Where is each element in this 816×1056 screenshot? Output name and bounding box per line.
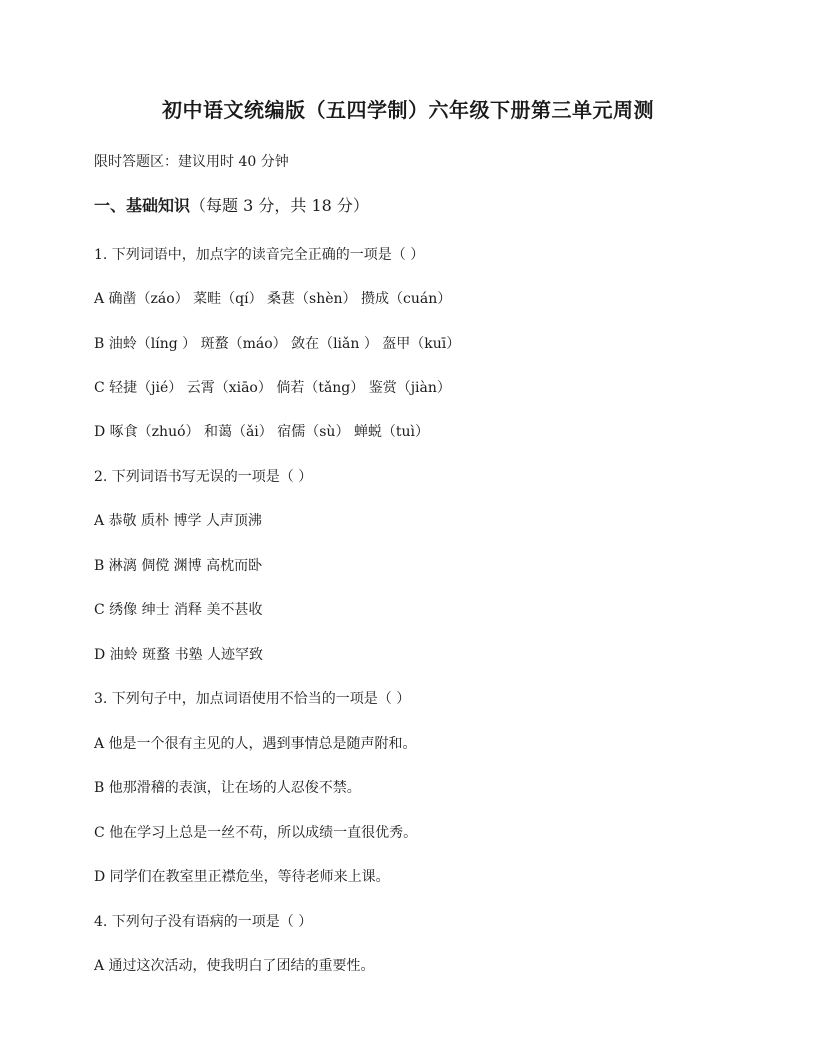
section-heading bbox=[94, 196, 369, 216]
question-1-stem: 1. 下列词语中，加点字的读音完全正确的一项是（ ） bbox=[94, 247, 425, 263]
section-title: 一、基础知识 bbox=[94, 196, 191, 215]
question-1-option-d: D 啄食（zhuó） 和蔼（ǎi） 宿儒（sù） 蝉蜕（tuì） bbox=[94, 424, 430, 440]
question-3-option-a: A 他是一个很有主见的人，遇到事情总是随声附和。 bbox=[94, 736, 417, 752]
section-score-note: （每题 3 分，共 18 分） bbox=[190, 196, 369, 215]
question-3-option-b: B 他那滑稽的表演，让在场的人忍俊不禁。 bbox=[94, 780, 361, 796]
time-limit-note: 限时答题区：建议用时 40 分钟 bbox=[94, 154, 289, 170]
question-1-option-b: B 油蛉（líng ） 斑蝥（máo） 敛在（liǎn ） 盔甲（kuī） bbox=[94, 336, 461, 352]
question-2-stem: 2. 下列词语书写无误的一项是（ ） bbox=[94, 469, 313, 485]
question-4-option-a: A 通过这次活动，使我明白了团结的重要性。 bbox=[94, 958, 375, 974]
question-2-option-b: B 淋漓 倜傥 渊博 高枕而卧 bbox=[94, 558, 263, 574]
question-4-stem: 4. 下列句子没有语病的一项是（ ） bbox=[94, 914, 313, 930]
question-3-option-c: C 他在学习上总是一丝不苟，所以成绩一直很优秀。 bbox=[94, 825, 418, 841]
question-2-option-d: D 油蛉 斑蝥 书塾 人迹罕致 bbox=[94, 647, 264, 663]
document-title: 初中语文统编版（五四学制）六年级下册第三单元周测 bbox=[162, 98, 654, 122]
question-2-option-a: A 恭敬 质朴 博学 人声顶沸 bbox=[94, 513, 262, 529]
question-3-stem: 3. 下列句子中，加点词语使用不恰当的一项是（ ） bbox=[94, 691, 411, 707]
question-3-option-d: D 同学们在教室里正襟危坐，等待老师来上课。 bbox=[94, 869, 390, 885]
question-1-option-c: C 轻捷（jié） 云霄（xiāo） 倘若（tǎng） 鉴赏（jiàn） bbox=[94, 380, 451, 396]
question-2-option-c: C 绣像 绅士 消释 美不甚收 bbox=[94, 602, 263, 618]
question-1-option-a: A 确凿（záo） 菜畦（qí） 桑葚（shèn） 攒成（cuán） bbox=[94, 291, 452, 307]
